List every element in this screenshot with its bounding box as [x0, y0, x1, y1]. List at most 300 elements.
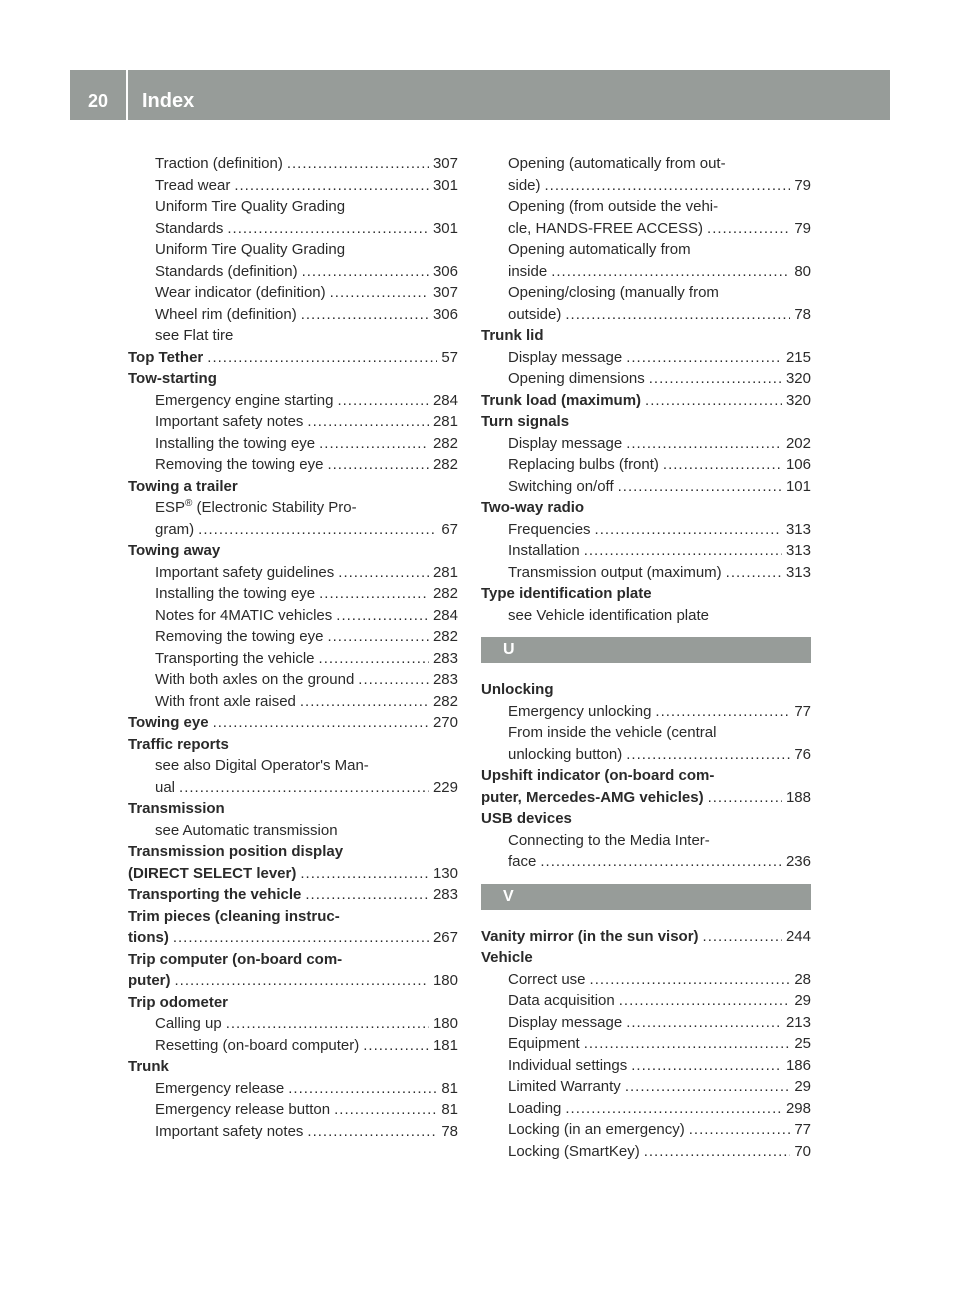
- entry-text: Switching on/off: [508, 477, 614, 495]
- index-subentry: [128, 777, 458, 799]
- dot-leader: [338, 562, 429, 584]
- dot-leader: [327, 454, 429, 476]
- entry-text: outside): [508, 305, 562, 323]
- entry-text: Transmission: [128, 800, 225, 817]
- page-ref: 70: [794, 1142, 811, 1160]
- entry-text: Unlocking: [481, 681, 554, 698]
- index-entry: [128, 368, 458, 390]
- entry-text: Opening (automatically from out-: [508, 155, 726, 172]
- dot-leader: [726, 562, 782, 584]
- dot-leader: [319, 648, 429, 670]
- dot-leader: [175, 970, 429, 992]
- dot-leader: [336, 605, 429, 627]
- index-subentry: [481, 368, 811, 390]
- dot-leader: [565, 304, 790, 326]
- entry-text: ESP: [155, 499, 186, 516]
- dot-leader: [319, 433, 429, 455]
- index-subentry: [481, 701, 811, 723]
- entry-text: Type identification plate: [481, 585, 652, 602]
- dot-leader: [227, 218, 429, 240]
- page-ref: 244: [785, 927, 811, 945]
- page-ref: 282: [432, 692, 458, 710]
- entry-text: Vehicle: [481, 949, 533, 966]
- entry-text: Locking (SmartKey): [508, 1142, 640, 1160]
- page-ref: 298: [785, 1099, 811, 1117]
- page-ref: 282: [432, 434, 458, 452]
- entry-text: Uniform Tire Quality Grading: [155, 198, 346, 215]
- index-entry: [128, 1056, 458, 1078]
- index-entry: [128, 712, 458, 734]
- page-ref: 188: [785, 788, 811, 806]
- index-subentry: [128, 820, 458, 842]
- dot-leader: [626, 744, 790, 766]
- page-ref: 180: [432, 972, 458, 989]
- entry-text: Correct use: [508, 970, 586, 988]
- page-ref: 307: [432, 155, 458, 172]
- section-letter-u: U: [481, 637, 811, 663]
- entry-text: Removing the towing eye: [155, 628, 324, 645]
- page-ref: 281: [432, 413, 458, 430]
- index-subentry: [128, 1099, 458, 1121]
- index-subentry: [481, 175, 811, 197]
- page-ref: 78: [441, 1122, 458, 1140]
- entry-text: Transmission output (maximum): [508, 563, 722, 581]
- entry-text: Trunk load (maximum): [481, 391, 642, 409]
- entry-text: see Vehicle identification plate: [508, 606, 709, 624]
- dot-leader: [288, 1078, 437, 1100]
- dot-leader: [645, 390, 782, 412]
- entry-text: puter, Mercedes-AMG vehicles): [481, 788, 704, 806]
- entry-text: inside: [508, 262, 548, 280]
- entry-text: Opening dimensions: [508, 370, 645, 387]
- entry-text: Individual settings: [508, 1056, 628, 1074]
- index-entry: [128, 476, 458, 498]
- dot-leader: [565, 1098, 782, 1120]
- dot-leader: [330, 282, 429, 304]
- index-subentry: [481, 1012, 811, 1034]
- entry-text: see also Digital Operator's Man-: [155, 757, 369, 774]
- entry-text: Installation: [508, 542, 580, 559]
- dot-leader: [301, 304, 429, 326]
- page-ref: 283: [432, 886, 458, 903]
- page-ref: 282: [432, 585, 458, 602]
- entry-text: Display message: [508, 434, 623, 452]
- index-subentry: [128, 1035, 458, 1057]
- entry-text: Emergency release button: [155, 1101, 331, 1118]
- index-subentry: [481, 1076, 811, 1098]
- entry-text: Upshift indicator (on-board com-: [481, 767, 715, 784]
- index-entry: [128, 863, 458, 885]
- page-ref: 320: [785, 370, 811, 387]
- index-entry: [481, 411, 811, 433]
- page-ref: 79: [794, 219, 811, 237]
- dot-leader: [584, 1033, 791, 1055]
- dot-leader: [703, 926, 782, 948]
- index-subentry: [128, 1078, 458, 1100]
- index-subentry: [481, 282, 811, 304]
- index-subentry: [481, 218, 811, 240]
- dot-leader: [179, 777, 429, 799]
- dot-leader: [300, 691, 429, 713]
- page-ref: 229: [432, 778, 458, 796]
- entry-text: Connecting to the Media Inter-: [508, 831, 710, 849]
- entry-text: Trim pieces (cleaning instruc-: [128, 907, 340, 925]
- index-entry: [128, 949, 458, 971]
- page-ref: 307: [432, 284, 458, 301]
- dot-leader: [590, 969, 791, 991]
- index-subentry: [128, 153, 458, 175]
- entry-text: gram): [155, 520, 195, 538]
- entry-text: face: [508, 853, 537, 870]
- page-ref: 79: [794, 176, 811, 194]
- dot-leader: [540, 851, 782, 873]
- index-subentry: [128, 218, 458, 240]
- index-subentry: [481, 1055, 811, 1077]
- index-entry: [481, 390, 811, 412]
- entry-text: unlocking button): [508, 745, 623, 763]
- entry-text: Important safety notes: [155, 1122, 304, 1140]
- index-entry: [481, 765, 811, 787]
- page-number: 20: [87, 91, 109, 111]
- entry-text: Wheel rim (definition): [155, 305, 297, 323]
- page-ref: 81: [441, 1101, 458, 1118]
- dot-leader: [708, 787, 782, 809]
- page-ref: 306: [432, 305, 458, 323]
- index-entry: [481, 325, 811, 347]
- dot-leader: [655, 701, 790, 723]
- page-ref: 301: [432, 219, 458, 237]
- dot-leader: [319, 583, 429, 605]
- index-subentry: [481, 1119, 811, 1141]
- dot-leader: [584, 540, 782, 562]
- index-subentry: [128, 648, 458, 670]
- dot-leader: [551, 261, 790, 283]
- entry-text: Notes for 4MATIC vehicles: [155, 606, 333, 624]
- entry-text: puter): [128, 972, 171, 989]
- index-entry: [481, 787, 811, 809]
- page-title: Index: [142, 90, 195, 112]
- entry-text: Tread wear: [155, 176, 231, 194]
- index-subentry: [128, 669, 458, 691]
- entry-text: Trunk lid: [481, 327, 544, 344]
- dot-leader: [234, 175, 429, 197]
- index-subentry: [481, 1141, 811, 1163]
- index-subentry: [481, 851, 811, 873]
- dot-leader: [302, 261, 429, 283]
- page-ref: 28: [794, 970, 811, 988]
- index-subentry: [481, 830, 811, 852]
- entry-text: cle, HANDS-FREE ACCESS): [508, 219, 704, 237]
- entry-text: Emergency unlocking: [508, 702, 652, 720]
- dot-leader: [663, 454, 782, 476]
- index-subentry: [128, 562, 458, 584]
- page-ref: 313: [785, 563, 811, 581]
- page-ref: 282: [432, 456, 458, 473]
- entry-text: From inside the vehicle (central: [508, 724, 717, 741]
- index-subentry: [128, 519, 458, 541]
- entry-text: Installing the towing eye: [155, 585, 316, 602]
- index-subentry: [128, 411, 458, 433]
- page-ref: 313: [785, 520, 811, 538]
- entry-text: Frequencies: [508, 520, 591, 538]
- index-subentry: [481, 433, 811, 455]
- dot-leader: [545, 175, 791, 197]
- entry-text: Opening automatically from: [508, 241, 691, 258]
- index-entry: [128, 970, 458, 992]
- dot-leader: [207, 347, 437, 369]
- entry-text: Traffic reports: [128, 735, 229, 753]
- page-ref: 284: [432, 606, 458, 624]
- index-entry: [481, 583, 811, 605]
- index-subentry: [481, 990, 811, 1012]
- entry-text: With both axles on the ground: [155, 671, 355, 688]
- dot-leader: [334, 1099, 437, 1121]
- entry-text: side): [508, 176, 541, 194]
- index-subentry: [128, 433, 458, 455]
- index-subentry: [128, 1013, 458, 1035]
- index-subentry: [481, 261, 811, 283]
- index-subentry: [481, 153, 811, 175]
- index-subentry: [128, 626, 458, 648]
- dot-leader: [287, 153, 429, 175]
- index-entry: [128, 540, 458, 562]
- entry-text: Opening/closing (manually from: [508, 284, 719, 301]
- entry-text: Two-way radio: [481, 499, 585, 516]
- index-subentry: [481, 454, 811, 476]
- page-ref: 213: [785, 1013, 811, 1031]
- page-ref: 267: [432, 929, 458, 946]
- entry-text: Vanity mirror (in the sun visor): [481, 927, 699, 945]
- page-ref: 283: [432, 671, 458, 688]
- dot-leader: [619, 990, 791, 1012]
- entry-text: see Automatic transmission: [155, 821, 338, 839]
- index-entry: [481, 947, 811, 969]
- page-ref: 130: [432, 864, 458, 882]
- entry-text: Towing away: [128, 542, 221, 559]
- entry-text: With front axle raised: [155, 692, 296, 710]
- index-subentry: [481, 239, 811, 261]
- index-entry: [128, 992, 458, 1014]
- index-subentry: [481, 347, 811, 369]
- dot-leader: [307, 411, 429, 433]
- page-ref: 81: [441, 1079, 458, 1097]
- dot-leader: [689, 1119, 791, 1141]
- entry-text: Data acquisition: [508, 992, 615, 1009]
- entry-text: Emergency release: [155, 1079, 285, 1097]
- index-subentry: [481, 519, 811, 541]
- index-entry: [481, 679, 811, 701]
- page-ref: 29: [794, 992, 811, 1009]
- entry-text: Equipment: [508, 1035, 580, 1052]
- entry-text: Important safety notes: [155, 413, 304, 430]
- entry-text: Locking (in an emergency): [508, 1121, 685, 1138]
- index-entry: [128, 798, 458, 820]
- header-divider: [126, 70, 128, 120]
- page-ref: 282: [432, 628, 458, 645]
- dot-leader: [625, 1076, 791, 1098]
- index-entry: [481, 497, 811, 519]
- entry-text: Display message: [508, 348, 623, 366]
- index-subentry: [481, 605, 811, 627]
- dot-leader: [626, 347, 782, 369]
- dot-leader: [626, 1012, 782, 1034]
- entry-text: Towing eye: [128, 714, 209, 731]
- index-subentry: [128, 691, 458, 713]
- entry-text: Loading: [508, 1099, 562, 1117]
- index-subentry: [481, 1098, 811, 1120]
- entry-text: Trip odometer: [128, 993, 229, 1011]
- index-subentry: [128, 304, 458, 326]
- index-entry: [128, 906, 458, 928]
- entry-text: Resetting (on-board computer): [155, 1036, 360, 1054]
- page-ref: 77: [794, 1121, 811, 1138]
- index-entry: [128, 927, 458, 949]
- dot-leader: [300, 863, 429, 885]
- index-entry: [128, 841, 458, 863]
- dot-leader: [173, 927, 429, 949]
- entry-text: Opening (from outside the vehi-: [508, 198, 719, 215]
- index-subentry: [128, 175, 458, 197]
- index-subentry: [128, 390, 458, 412]
- index-subentry: [128, 325, 458, 347]
- index-column-right: [481, 153, 811, 1162]
- entry-text: Uniform Tire Quality Grading: [155, 241, 346, 258]
- index-entry: [481, 926, 811, 948]
- page-ref: 301: [432, 176, 458, 194]
- dot-leader: [358, 669, 429, 691]
- dot-leader: [307, 1121, 437, 1143]
- section-letter-v: V: [481, 884, 811, 910]
- dot-leader: [213, 712, 429, 734]
- entry-text: USB devices: [481, 810, 572, 827]
- page-ref: 281: [432, 563, 458, 581]
- index-entry: [128, 734, 458, 756]
- page-ref: 78: [794, 305, 811, 323]
- index-subentry: [128, 497, 458, 519]
- page-ref: 320: [785, 391, 811, 409]
- dot-leader: [363, 1035, 429, 1057]
- entry-text: Calling up: [155, 1015, 222, 1032]
- page-ref: 106: [785, 456, 811, 473]
- entry-text: Standards: [155, 219, 224, 237]
- index-column-left: [128, 153, 458, 1142]
- entry-text: see Flat tire: [155, 327, 234, 344]
- index-subentry: [481, 969, 811, 991]
- page-ref: 80: [794, 262, 811, 280]
- entry-text: Replacing bulbs (front): [508, 456, 659, 473]
- index-subentry: [128, 605, 458, 627]
- page-ref: 181: [432, 1036, 458, 1054]
- page-header: [70, 70, 890, 120]
- page-ref: 306: [432, 262, 458, 280]
- page-ref: 180: [432, 1015, 458, 1032]
- dot-leader: [226, 1013, 429, 1035]
- page-ref: 284: [432, 391, 458, 409]
- dot-leader: [631, 1055, 782, 1077]
- dot-leader: [644, 1141, 791, 1163]
- index-subentry: [481, 196, 811, 218]
- dot-leader: [649, 368, 782, 390]
- entry-text: Transporting the vehicle: [155, 649, 315, 667]
- page-ref: 25: [794, 1035, 811, 1052]
- entry-text: Top Tether: [128, 348, 204, 366]
- entry-text: Installing the towing eye: [155, 434, 316, 452]
- index-subentry: [481, 744, 811, 766]
- index-subentry: [128, 1121, 458, 1143]
- dot-leader: [707, 218, 790, 240]
- page-ref: 77: [794, 702, 811, 720]
- dot-leader: [198, 519, 437, 541]
- entry-text: Standards (definition): [155, 262, 298, 280]
- index-subentry: [128, 454, 458, 476]
- dot-leader: [305, 884, 429, 906]
- dot-leader: [626, 433, 782, 455]
- index-subentry: [128, 196, 458, 218]
- entry-text: Traction (definition): [155, 155, 283, 172]
- page-ref: 202: [785, 434, 811, 452]
- index-entry: [481, 808, 811, 830]
- index-entry: [128, 884, 458, 906]
- entry-text: Limited Warranty: [508, 1078, 621, 1095]
- index-entry: [128, 347, 458, 369]
- index-subentry: [481, 476, 811, 498]
- entry-text: Trip computer (on-board com-: [128, 950, 343, 968]
- dot-leader: [595, 519, 782, 541]
- dot-leader: [337, 390, 429, 412]
- index-subentry: [481, 540, 811, 562]
- dot-leader: [327, 626, 429, 648]
- page-ref: 76: [794, 745, 811, 763]
- page-ref: 215: [785, 348, 811, 366]
- entry-text: Important safety guidelines: [155, 563, 335, 581]
- page-ref: 236: [785, 853, 811, 870]
- index-subentry: [481, 562, 811, 584]
- dot-leader: [618, 476, 782, 498]
- page-ref: 270: [432, 714, 458, 731]
- index-subentry: [481, 722, 811, 744]
- entry-text: ual: [155, 778, 176, 796]
- entry-text-suffix: (Electronic Stability Pro-: [192, 499, 357, 516]
- entry-text: Removing the towing eye: [155, 456, 324, 473]
- index-subentry: [128, 261, 458, 283]
- page-ref: 283: [432, 649, 458, 667]
- page-ref: 29: [794, 1078, 811, 1095]
- page-ref: 67: [441, 520, 458, 538]
- index-subentry: [481, 304, 811, 326]
- registered-mark: ®: [185, 498, 193, 509]
- entry-text: Turn signals: [481, 413, 570, 430]
- index-subentry: [128, 282, 458, 304]
- index-subentry: [128, 239, 458, 261]
- entry-text: Tow-starting: [128, 370, 217, 387]
- entry-text: Transporting the vehicle: [128, 886, 302, 903]
- index-subentry: [128, 583, 458, 605]
- index-subentry: [481, 1033, 811, 1055]
- entry-text: Display message: [508, 1013, 623, 1031]
- entry-text: Towing a trailer: [128, 477, 238, 495]
- entry-text: Trunk: [128, 1058, 169, 1075]
- page-ref: 313: [785, 542, 811, 559]
- entry-text: Transmission position display: [128, 843, 344, 860]
- page-ref: 186: [785, 1056, 811, 1074]
- entry-text: tions): [128, 929, 169, 946]
- entry-text: Wear indicator (definition): [155, 284, 326, 301]
- page-ref: 57: [441, 348, 458, 366]
- entry-text: (DIRECT SELECT lever): [128, 864, 297, 882]
- index-subentry: [128, 755, 458, 777]
- page-ref: 101: [785, 477, 811, 495]
- entry-text: Emergency engine starting: [155, 391, 334, 409]
